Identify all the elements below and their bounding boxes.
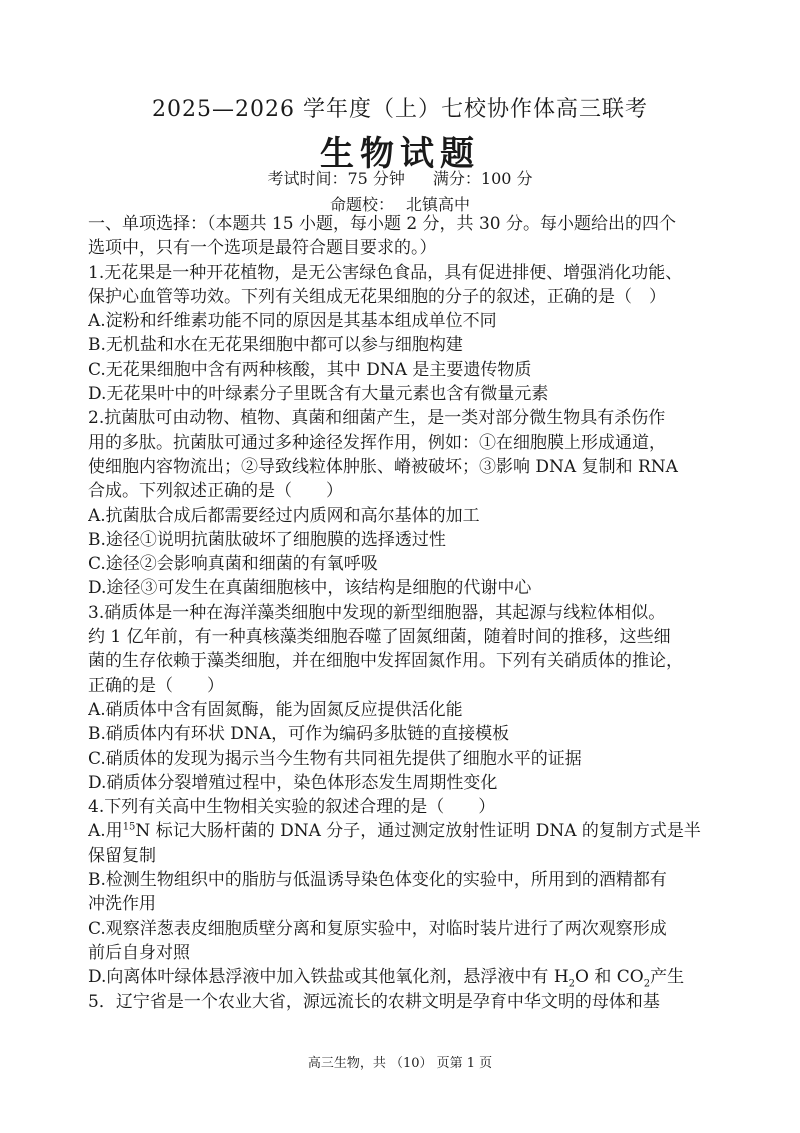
page-footer: 高三生物，共 （10） 页第 1 页	[307, 1056, 493, 1071]
q3-stem: 3.硝质体是一种在海洋藻类细胞中发现的新型细胞器，其起源与线粒体相似。	[88, 602, 666, 623]
question-body	[88, 212, 716, 1014]
q4-option-a	[88, 819, 716, 843]
q4-option-d	[88, 965, 716, 989]
q3-stem-cont: 正确的是（ ）	[88, 675, 224, 696]
q4-option-c: C.观察洋葱表皮细胞质壁分离和复原实验中，对临时装片进行了两次观察形成	[88, 918, 667, 939]
full-score: 满分：100 分	[432, 169, 533, 188]
q4-option-c-cont: 前后自身对照	[88, 942, 190, 963]
q4-option-d-text: D.向离体叶绿体悬浮液中加入铁盐或其他氧化剂，悬浮液中有 H	[88, 967, 569, 988]
exam-title: 2025—2026 学年度（上）七校协作体高三联考	[152, 97, 648, 122]
section-instruction-cont: 选项中，只有一个选项是最符合题目要求的。）	[88, 238, 437, 259]
q1-option-c: C.无花果细胞中含有两种核酸，其中 DNA 是主要遗传物质	[88, 359, 532, 380]
q4-option-b-cont: 冲洗作用	[88, 894, 156, 915]
q3-option-b: B.硝质体内有环状 DNA，可作为编码多肽链的直接模板	[88, 724, 510, 745]
q3-option-c: C.硝质体的发现为揭示当今生物有共同祖先提供了细胞水平的证据	[88, 748, 582, 769]
q3-stem-cont: 菌的生存依赖于藻类细胞，并在细胞中发挥固氮作用。下列有关硝质体的推论，	[88, 651, 683, 672]
school-name: 北镇高中	[406, 195, 471, 214]
q4-stem: 4.下列有关高中生物相关实验的叙述合理的是（ ）	[88, 797, 496, 818]
q4-option-a-text: N 标记大肠杆菌的 DNA 分子，通过测定放射性证明 DNA 的复制方式是半	[135, 821, 701, 842]
q4-option-d-text: 产生	[650, 967, 685, 988]
q4-option-b: B.检测生物组织中的脂肪与低温诱导染色体变化的实验中，所用到的酒精都有	[88, 870, 667, 891]
q1-stem-cont: 保护心血管等功效。下列有关组成无花果细胞的分子的叙述，正确的是（ ）	[88, 286, 666, 307]
q4-option-d-text: O 和 CO	[575, 967, 644, 988]
q2-option-a: A.抗菌肽合成后都需要经过内质网和高尔基体的加工	[88, 505, 480, 526]
q3-option-d: D.硝质体分裂增殖过程中，染色体形态发生周期性变化	[88, 772, 498, 793]
q5-stem: 5．辽宁省是一个农业大省，源远流长的农耕文明是孕育中华文明的母体和基	[88, 991, 660, 1012]
isotope-superscript: 15	[122, 821, 136, 833]
subject-title: 生物试题	[320, 134, 480, 174]
section-instruction: 一、单项选择：（本题共 15 小题，每小题 2 分，共 30 分。每小题给出的四个	[88, 214, 677, 234]
q2-stem-cont: 使细胞内容物流出；②导致线粒体肿胀、嵴被破坏；③影响 DNA 复制和 RNA	[88, 456, 678, 477]
q4-option-a-text: A.用	[88, 821, 123, 842]
q1-option-d: D.无花果叶中的叶绿素分子里既含有大量元素也含有微量元素	[88, 384, 549, 405]
q3-stem-cont: 约 1 亿年前，有一种真核藻类细胞吞噬了固氮细菌，随着时间的推移，这些细	[88, 627, 671, 648]
exam-info	[0, 166, 800, 189]
q2-option-b: B.途径①说明抗菌肽破坏了细胞膜的选择透过性	[88, 529, 446, 550]
q2-option-d: D.途径③可发生在真菌细胞核中，该结构是细胞的代谢中心	[88, 578, 532, 599]
q1-option-a: A.淀粉和纤维素功能不同的原因是其基本组成单位不同	[88, 311, 497, 332]
q2-stem-cont: 用的多肽。抗菌肽可通过多种途径发挥作用，例如：①在细胞膜上形成通道，	[88, 432, 666, 453]
subscript: 2	[568, 978, 576, 990]
q1-option-b: B.无机盐和水在无花果细胞中都可以参与细胞构建	[88, 335, 463, 356]
q2-stem: 2.抗菌肽可由动物、植物、真菌和细菌产生，是一类对部分微生物具有杀伤作	[88, 408, 666, 429]
q4-option-a-cont: 保留复制	[88, 845, 156, 866]
q2-stem-cont: 合成。下列叙述正确的是（ ）	[88, 481, 343, 502]
q3-option-a: A.硝质体中含有固氮酶，能为固氮反应提供活化能	[88, 699, 463, 720]
school-label: 命题校：	[329, 195, 394, 214]
subscript: 2	[643, 978, 651, 990]
exam-time: 考试时间：75 分钟	[267, 169, 405, 188]
q1-stem: 1.无花果是一种开花植物，是无公害绿色食品，具有促进排便、增强消化功能、	[88, 262, 683, 283]
q2-option-c: C.途径②会影响真菌和细菌的有氧呼吸	[88, 554, 378, 575]
